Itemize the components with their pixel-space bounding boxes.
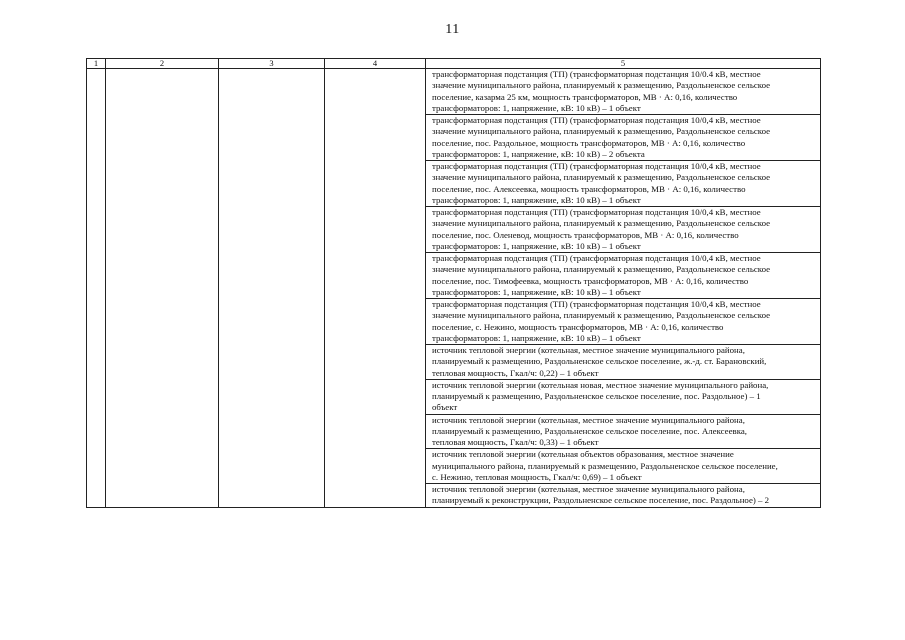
entry-cell: источник тепловой энергии (котельная, местное значение муниципального района, планируемый к размещению, Раздольненское сельское поселение, пос. Алексеевка, тепловая мощность, Гкал/ч: 0,33) – 1 объект [426, 414, 821, 449]
header-col-5: 5 [426, 59, 821, 69]
entry-cell: трансформаторная подстанция (ТП) (трансформаторная подстанция 10/0,4 кВ, местное значение муниципального района, планируемый к размещению, Раздольненское сельское поселение, пос. Алексеевка, мощность трансформаторов, МВ · А: 0,16, количество трансформаторов: 1, напряжение, кВ: 10 кВ) – 1 объект [426, 161, 821, 207]
header-row [87, 59, 821, 69]
planning-table [86, 58, 821, 508]
page-number: 11 [445, 22, 460, 37]
blank-column-3 [219, 69, 325, 508]
header-col-2: 2 [106, 59, 219, 69]
header-col-1: 1 [87, 59, 106, 69]
blank-column-2 [106, 69, 219, 508]
entry-cell: источник тепловой энергии (котельная объектов образования, местное значение муниципального района, планируемый к размещению, Раздольненское сельское поселение, с. Нежино, тепловая мощность, Гкал/ч: 0,69) – 1 объект [426, 449, 821, 484]
header-col-4: 4 [325, 59, 426, 69]
entry-cell: трансформаторная подстанция (ТП) (трансформаторная подстанция 10/0.4 кВ, местное значение муниципального района, планируемый к размещению, Раздольненское сельское поселение, казарма 25 км, мощность трансформаторов, МВ · А: 0,16, количество трансформаторов: 1, напряжение, кВ: 10 кВ) – 1 объект [426, 69, 821, 115]
entry-cell: источник тепловой энергии (котельная, местное значение муниципального района, планируемый к реконструкции, Раздольненское сельское поселение, пос. Раздольное) – 2 [426, 484, 821, 508]
entry-cell: трансформаторная подстанция (ТП) (трансформаторная подстанция 10/0,4 кВ, местное значение муниципального района, планируемый к размещению, Раздольненское сельское поселение, с. Нежино, мощность трансформаторов, МВ · А: 0,16, количество трансформаторов: 1, напряжение, кВ: 10 кВ) – 1 объект [426, 299, 821, 345]
entry-cell: источник тепловой энергии (котельная новая, местное значение муниципального района, планируемый к размещению, Раздольненское сельское поселение, пос. Раздольное) – 1 объект [426, 379, 821, 414]
entry-cell: трансформаторная подстанция (ТП) (трансформаторная подстанция 10/0,4 кВ, местное значение муниципального района, планируемый к размещению, Раздольненское сельское поселение, пос. Оленевод, мощность трансформаторов, МВ · А: 0,16, количество трансформаторов: 1, напряжение, кВ: 10 кВ) – 1 объект [426, 207, 821, 253]
blank-column-4 [325, 69, 426, 508]
entry-cell: источник тепловой энергии (котельная, местное значение муниципального района, планируемый к размещению, Раздольненское сельское поселение, ж.-д. ст. Барановский, тепловая мощность, Гкал/ч: 0,22) – 1 объект [426, 345, 821, 380]
header-col-3: 3 [219, 59, 325, 69]
entry-cell: трансформаторная подстанция (ТП) (трансформаторная подстанция 10/0,4 кВ, местное значение муниципального района, планируемый к размещению, Раздольненское сельское поселение, пос. Тимофеевка, мощность трансформаторов, МВ · А: 0,16, количество трансформаторов: 1, напряжение, кВ: 10 кВ) – 1 объект [426, 253, 821, 299]
table-row [87, 69, 821, 115]
blank-column-1 [87, 69, 106, 508]
entry-cell: трансформаторная подстанция (ТП) (трансформаторная подстанция 10/0,4 кВ, местное значение муниципального района, планируемый к размещению, Раздольненское сельское поселение, пос. Раздольное, мощность трансформаторов, МВ · А: 0,16, количество трансформаторов: 1, напряжение, кВ: 10 кВ) – 2 объекта [426, 115, 821, 161]
